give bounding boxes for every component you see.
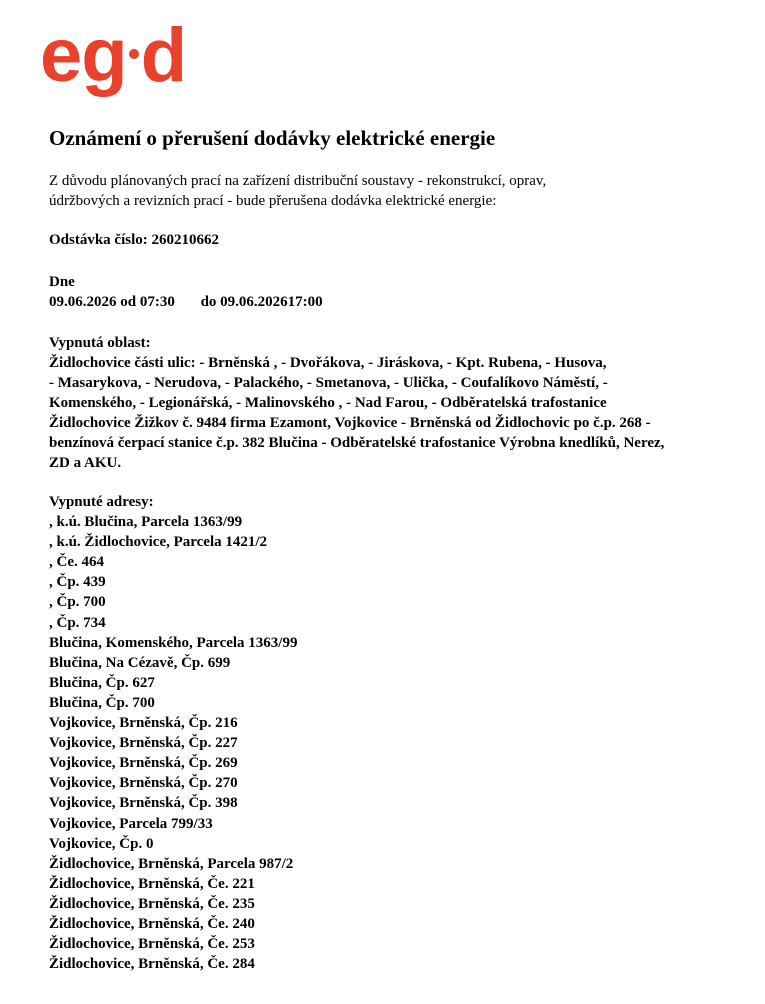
intro-line: údržbových a revizních prací - bude přerušena dodávka elektrické energie: — [49, 193, 497, 209]
addresses-label: Vypnuté adresy: — [49, 494, 154, 510]
area-line: benzínová čerpací stanice č.p. 382 Blučina - Odběratelské trafostanice Výrobna knedlíků, Nerez, — [49, 435, 665, 451]
egd-logo — [40, 13, 200, 104]
intro-line: Z důvodu plánovaných prací na zařízení distribuční soustavy - rekonstrukcí, oprav, — [49, 173, 547, 189]
address-item: , Čp. 439 — [49, 574, 106, 591]
address-item: Vojkovice, Brněnská, Čp. 216 — [49, 715, 238, 732]
address-item: , Če. 464 — [49, 554, 104, 571]
date-to: do 09.06.202617:00 — [200, 294, 323, 310]
address-item: Vojkovice, Brněnská, Čp. 398 — [49, 795, 238, 812]
logo-text-part2: d — [140, 13, 187, 98]
address-item: Židlochovice, Brněnská, Parcela 987/2 — [49, 855, 294, 872]
date-label: Dne — [49, 274, 75, 290]
logo-dot-icon — [129, 49, 139, 59]
address-item: , Čp. 700 — [49, 594, 106, 611]
address-item: Vojkovice, Čp. 0 — [49, 835, 154, 852]
address-item: , Čp. 734 — [49, 614, 106, 631]
address-item: , k.ú. Židlochovice, Parcela 1421/2 — [49, 534, 268, 551]
address-item: Vojkovice, Parcela 799/33 — [49, 815, 213, 832]
area-label: Vypnutá oblast: — [49, 335, 151, 351]
address-item: Vojkovice, Brněnská, Čp. 227 — [49, 735, 238, 752]
address-item: Blučina, Na Cézavě, Čp. 699 — [49, 654, 231, 671]
address-item: Blučina, Čp. 700 — [49, 694, 155, 711]
page-title: Oznámení o přerušení dodávky elektrické energie — [49, 126, 496, 150]
intro-text — [49, 171, 749, 211]
area-section — [49, 333, 749, 473]
address-item: Židlochovice, Brněnská, Če. 284 — [49, 956, 255, 973]
address-item: Židlochovice, Brněnská, Če. 253 — [49, 936, 255, 953]
date-section — [49, 272, 749, 312]
address-item: Blučina, Čp. 627 — [49, 674, 155, 691]
notice-content — [49, 124, 749, 974]
address-item: Židlochovice, Brněnská, Če. 235 — [49, 895, 255, 912]
area-line: ZD a AKU. — [49, 455, 122, 471]
area-line: Komenského, - Legionářská, - Malinovského , - Nad Farou, - Odběratelská trafostanice — [49, 395, 607, 411]
addresses-section — [49, 492, 749, 974]
address-item: Židlochovice, Brněnská, Če. 221 — [49, 875, 255, 892]
area-line: Židlochovice Žižkov č. 9484 firma Ezamont, Vojkovice - Brněnská od Židlochovic po č.p. 268 - — [49, 415, 651, 431]
date-from: 09.06.2026 od 07:30 — [49, 294, 175, 310]
address-item: Blučina, Komenského, Parcela 1363/99 — [49, 634, 298, 651]
area-line: - Masarykova, - Nerudova, - Palackého, - Smetanova, - Ulička, - Coufalíkovo Náměstí, - — [49, 375, 608, 391]
address-item: Vojkovice, Brněnská, Čp. 270 — [49, 775, 238, 792]
address-item: , k.ú. Blučina, Parcela 1363/99 — [49, 514, 243, 531]
date-range — [49, 292, 749, 312]
logo-text-part1: eg — [40, 13, 127, 98]
area-line: Židlochovice části ulic: - Brněnská , - Dvořákova, - Jiráskova, - Kpt. Rubena, - Husova, — [49, 355, 607, 371]
address-item: Židlochovice, Brněnská, Če. 240 — [49, 915, 255, 932]
outage-number: Odstávka číslo: 260210662 — [49, 232, 220, 248]
address-item: Vojkovice, Brněnská, Čp. 269 — [49, 755, 238, 772]
